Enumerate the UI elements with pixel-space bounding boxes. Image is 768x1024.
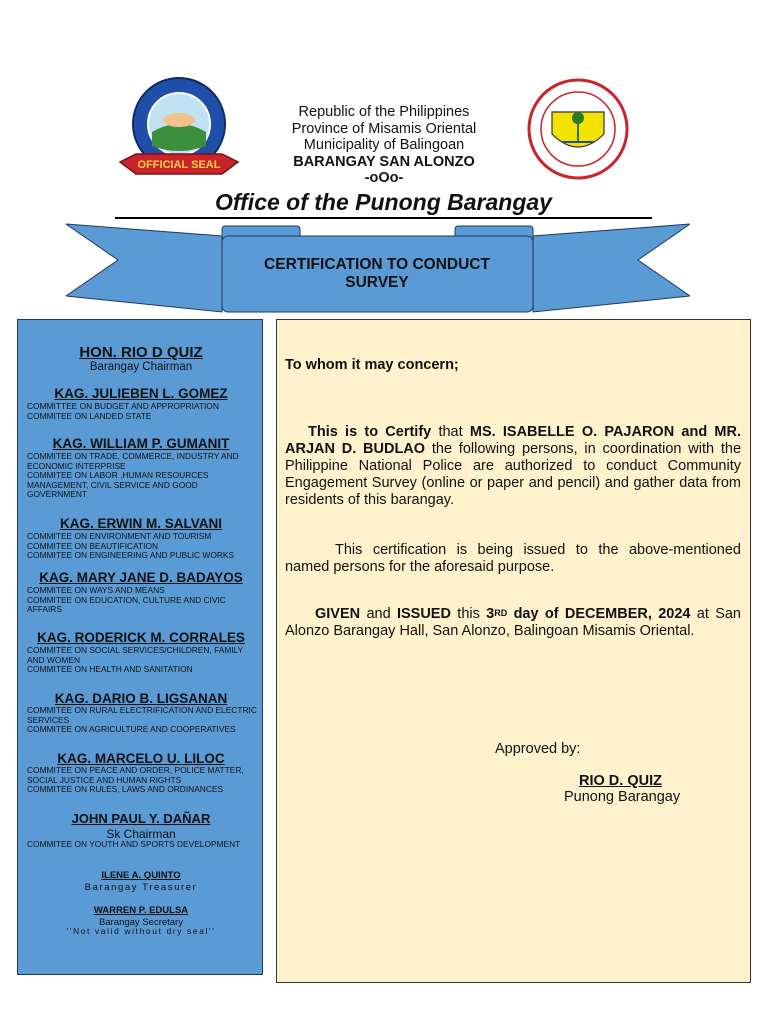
member-name: KAG. DARIO B. LIGSANAN <box>54 691 228 706</box>
office-title: Office of the Punong Barangay <box>115 188 652 219</box>
header-address <box>270 104 498 187</box>
treasurer-role: Barangay Treasurer <box>84 882 198 893</box>
treasurer-name: ILENE A. QUINTO <box>101 870 181 881</box>
member-name: KAG. ERWIN M. SALVANI <box>60 516 222 531</box>
signatory-name: RIO D. QUIZ <box>579 773 662 789</box>
sk-chairman-role: Sk Chairman <box>106 827 176 841</box>
council-sidebar <box>17 319 263 975</box>
header-line-barangay: BARANGAY SAN ALONZO <box>293 153 475 170</box>
header-line-ornament: -oOo- <box>364 170 404 186</box>
member-committees: COMMITEE ON RURAL ELECTRIFICATION AND ELECTRIC SERVICES COMMITEE ON AGRICULTURE AND COOPERATIVES <box>27 705 257 735</box>
certification-title-line1: CERTIFICATION TO CONDUCT <box>264 256 490 273</box>
member-name: KAG. WILLIAM P. GUMANIT <box>52 436 230 451</box>
member-name: KAG. MARCELO U. LILOC <box>57 751 225 766</box>
member-committees: COMMITTEE ON BUDGET AND APPROPRIATION COMMITEE ON LANDED STATE <box>27 401 219 421</box>
municipal-seal-logo <box>526 78 630 180</box>
certificate-body <box>276 319 751 983</box>
member-committees: COMMITEE ON PEACE AND ORDER, POLICE MATTER, SOCIAL JUSTICE AND HUMAN RIGHTS COMMITEE ON RULES, LAWS AND ORDINANCES <box>27 765 244 795</box>
member-name: KAG. MARY JANE D. BADAYOS <box>39 570 243 585</box>
member-name: KAG. RODERICK M. CORRALES <box>37 630 245 645</box>
sk-committee: COMMITEE ON YOUTH AND SPORTS DEVELOPMENT <box>27 839 241 849</box>
member-committees: COMMITEE ON WAYS AND MEANS COMMITEE ON EDUCATION, CULTURE AND CIVIC AFFAIRS <box>27 585 226 615</box>
dry-seal-note: ''Not valid without dry seal'' <box>66 926 216 936</box>
secretary-name: WARREN P. EDULSA <box>93 905 189 916</box>
certification-title <box>222 256 532 292</box>
signatory-title: Punong Barangay <box>564 789 681 805</box>
member-committees: COMMITEE ON ENVIRONMENT AND TOURISM COMMITEE ON BEAUTIFICATION COMMITEE ON ENGINEERING AND PUBLIC WORKS <box>27 531 235 561</box>
barangay-seal-logo <box>116 76 242 188</box>
approved-by-label: Approved by: <box>495 741 581 757</box>
purpose-paragraph: This certification is being issued to the above-mentioned named persons for the aforesaid purpose. <box>285 542 741 575</box>
issuance-paragraph: GIVEN and ISSUED this 3RD day of DECEMBER, 2024 at San Alonzo Barangay Hall, San Alonzo, Balingoan Misamis Oriental. <box>285 606 741 639</box>
salutation: To whom it may concern; <box>285 357 459 373</box>
certification-paragraph: This is to Certify that MS. ISABELLE O. PAJARON and MR. ARJAN D. BUDLAO the following persons, in coordination with the Philippine National Police are authorized to conduct Community Engagement Survey (online or paper and pencil) and gather data from residents of this barangay. <box>285 424 742 508</box>
member-committees: COMMITEE ON TRADE, COMMERCE, INDUSTRY AND ECONOMIC INTERPRISE COMMITEE ON LABOR ,HUMAN RESOURCES MANAGEMENT, CIVIL SERVICE AND GOOD GOVERNMENT <box>27 451 239 500</box>
chairman-name: HON. RIO D QUIZ <box>79 344 203 361</box>
header-line-republic: Republic of the Philippines <box>298 104 470 120</box>
secretary-role: Barangay Secretary <box>99 917 183 928</box>
header-line-municipality: Municipality of Balingoan <box>303 137 465 153</box>
chairman-role: Barangay Chairman <box>89 361 193 373</box>
sk-chairman-name: JOHN PAUL Y. DAÑAR <box>71 811 211 826</box>
member-committees: COMMITEE ON SOCIAL SERVICES/CHILDREN, FAMILY AND WOMEN COMMITEE ON HEALTH AND SANITATION <box>27 645 244 675</box>
certification-title-line2: SURVEY <box>345 274 409 291</box>
svg-text:OFFICIAL SEAL: OFFICIAL SEAL <box>137 159 221 171</box>
header-line-province: Province of Misamis Oriental <box>291 120 477 137</box>
member-name: KAG. JULIEBEN L. GOMEZ <box>54 386 228 401</box>
